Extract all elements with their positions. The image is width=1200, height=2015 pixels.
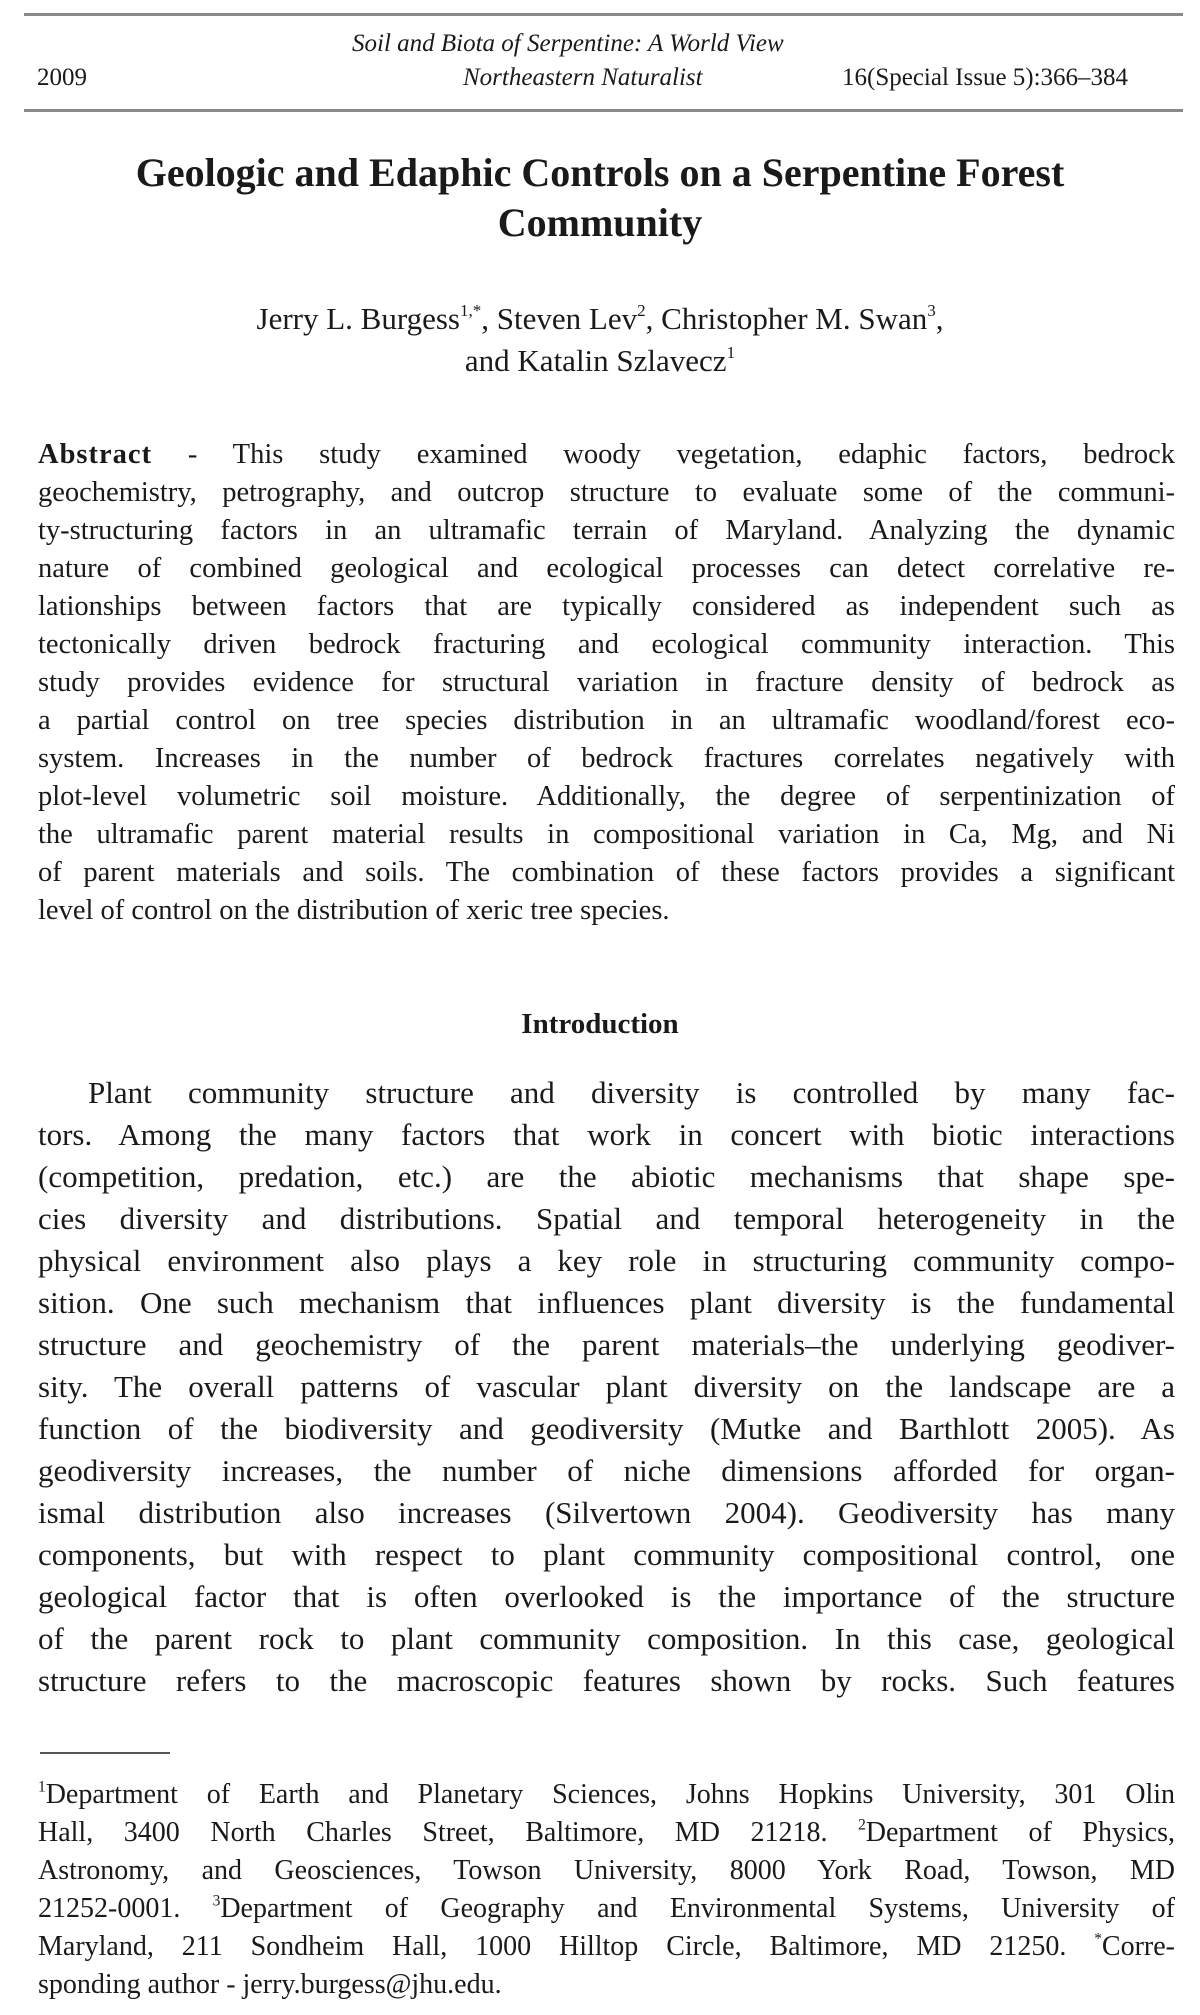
footnote-line xyxy=(38,1814,1175,1852)
footnote-marker: 1 xyxy=(38,1778,46,1796)
introduction-body xyxy=(38,1072,1175,1702)
author-affiliation: 3 xyxy=(927,301,936,321)
abstract-line: system. Increases in the number of bedrock fractures correlates negatively with xyxy=(38,743,1175,774)
body-line: sity. The overall patterns of vascular plant diversity on the landscape are a xyxy=(38,1369,1175,1404)
journal-name: Northeastern Naturalist xyxy=(463,64,703,91)
title-line-2: Community xyxy=(497,200,703,245)
abstract-line: a partial control on tree species distribution in an ultramafic woodland/forest eco- xyxy=(38,705,1175,736)
abstract-line: ty-structuring factors in an ultramafic terrain of Maryland. Analyzing the dynamic xyxy=(38,515,1175,546)
header-top-rule xyxy=(24,13,1183,16)
body-line: ismal distribution also increases (Silvertown 2004). Geodiversity has many xyxy=(38,1495,1175,1530)
footnote-line xyxy=(38,1890,1175,1928)
author-name: Steven Lev xyxy=(496,301,638,336)
footnote-text: Department of Physics, xyxy=(865,1817,1175,1848)
header-bottom-rule xyxy=(24,109,1183,112)
journal-year: 2009 xyxy=(37,64,87,91)
footnote-text: Department of Geography and Environmental Systems, University of xyxy=(220,1893,1175,1924)
footnote-rule xyxy=(40,1752,170,1754)
footnote-text: Maryland, 211 Sondheim Hall, 1000 Hilltop Circle, Baltimore, MD 21250. xyxy=(38,1931,1095,1962)
abstract-line: the ultramafic parent material results in compositional variation in Ca, Mg, and Ni xyxy=(38,819,1175,850)
title-line-1: Geologic and Edaphic Controls on a Serpentine Forest xyxy=(135,150,1065,195)
footnote-marker: 2 xyxy=(858,1816,866,1834)
abstract-text: This study examined woody vegetation, edaphic factors, bedrock xyxy=(232,439,1175,470)
author-separator: , xyxy=(481,301,497,336)
section-heading-introduction: Introduction xyxy=(521,1008,679,1040)
body-line: sition. One such mechanism that influences plant diversity is the fundamental xyxy=(38,1285,1175,1320)
author-separator: , xyxy=(935,301,944,336)
author-name: Katalin Szlavecz xyxy=(517,343,727,378)
body-line: structure refers to the macroscopic features shown by rocks. Such features xyxy=(38,1663,1175,1698)
abstract-line: lationships between factors that are typically considered as independent such as xyxy=(38,591,1175,622)
volume-pages: 16(Special Issue 5):366–384 xyxy=(842,64,1129,91)
author-affiliation: 2 xyxy=(637,301,646,321)
body-line: tors. Among the many factors that work in concert with biotic interactions xyxy=(38,1117,1175,1152)
author-separator: , xyxy=(645,301,662,336)
author-list xyxy=(0,298,1200,382)
body-line: components, but with respect to plant community compositional control, one xyxy=(38,1537,1175,1572)
abstract-line: geochemistry, petrography, and outcrop structure to evaluate some of the communi- xyxy=(38,477,1175,508)
body-line: (competition, predation, etc.) are the abiotic mechanisms that shape spe- xyxy=(38,1159,1175,1194)
footnote-text: Hall, 3400 North Charles Street, Baltimore, MD 21218. xyxy=(38,1817,859,1848)
author-and: and xyxy=(464,343,518,378)
abstract-line xyxy=(38,436,1175,474)
body-line: geological factor that is often overlooked is the importance of the structure xyxy=(38,1579,1175,1614)
footnote-marker: * xyxy=(1094,1930,1102,1948)
footnote-marker: 3 xyxy=(212,1892,221,1910)
footnote-text: Corre- xyxy=(1101,1931,1175,1962)
footnote-text: 21252-0001. xyxy=(38,1893,213,1924)
footnote-text: Department of Earth and Planetary Sciences, Johns Hopkins University, 301 Olin xyxy=(45,1779,1175,1810)
footnote-line xyxy=(38,1966,1175,2004)
body-line: structure and geochemistry of the parent materials–the underlying geodiver- xyxy=(38,1327,1175,1362)
footnote-line xyxy=(38,1928,1175,1966)
abstract-line: level of control on the distribution of xeric tree species. xyxy=(38,895,670,926)
series-title: Soil and Biota of Serpentine: A World View xyxy=(352,30,784,57)
abstract-line: plot-level volumetric soil moisture. Additionally, the degree of serpentinization of xyxy=(38,781,1175,812)
abstract-line: study provides evidence for structural variation in fracture density of bedrock as xyxy=(38,667,1175,698)
affiliations-footnote xyxy=(38,1776,1175,2004)
body-line: cies diversity and distributions. Spatial and temporal heterogeneity in the xyxy=(38,1201,1175,1236)
author-affiliation: 1 xyxy=(726,343,736,363)
abstract-line: nature of combined geological and ecological processes can detect correlative re- xyxy=(38,553,1175,584)
author-line-2 xyxy=(0,340,1200,382)
body-line: physical environment also plays a key role in structuring community compo- xyxy=(38,1243,1175,1278)
author-line-1 xyxy=(0,298,1200,340)
article-title xyxy=(0,148,1200,248)
abstract-line: of parent materials and soils. The combination of these factors provides a significant xyxy=(38,857,1175,888)
abstract xyxy=(38,436,1175,930)
body-line: Plant community structure and diversity is controlled by many fac- xyxy=(88,1075,1175,1110)
author-name: Christopher M. Swan xyxy=(661,301,928,336)
abstract-dash: - xyxy=(152,439,233,470)
footnote-line: Astronomy, and Geosciences, Towson University, 8000 York Road, Towson, MD xyxy=(38,1855,1175,1886)
body-line: geodiversity increases, the number of niche dimensions afforded for organ- xyxy=(38,1453,1175,1488)
footnote-line xyxy=(38,1776,1175,1814)
abstract-label: Abstract xyxy=(38,439,153,470)
author-affiliation: 1,* xyxy=(460,301,482,321)
author-name: Jerry L. Burgess xyxy=(256,301,460,336)
body-line: of the parent rock to plant community composition. In this case, geological xyxy=(38,1621,1175,1656)
corresponding-email: sponding author - jerry.burgess@jhu.edu. xyxy=(38,1969,502,2000)
abstract-line: tectonically driven bedrock fracturing and ecological community interaction. This xyxy=(38,629,1175,660)
body-line: function of the biodiversity and geodiversity (Mutke and Barthlott 2005). As xyxy=(38,1411,1175,1446)
